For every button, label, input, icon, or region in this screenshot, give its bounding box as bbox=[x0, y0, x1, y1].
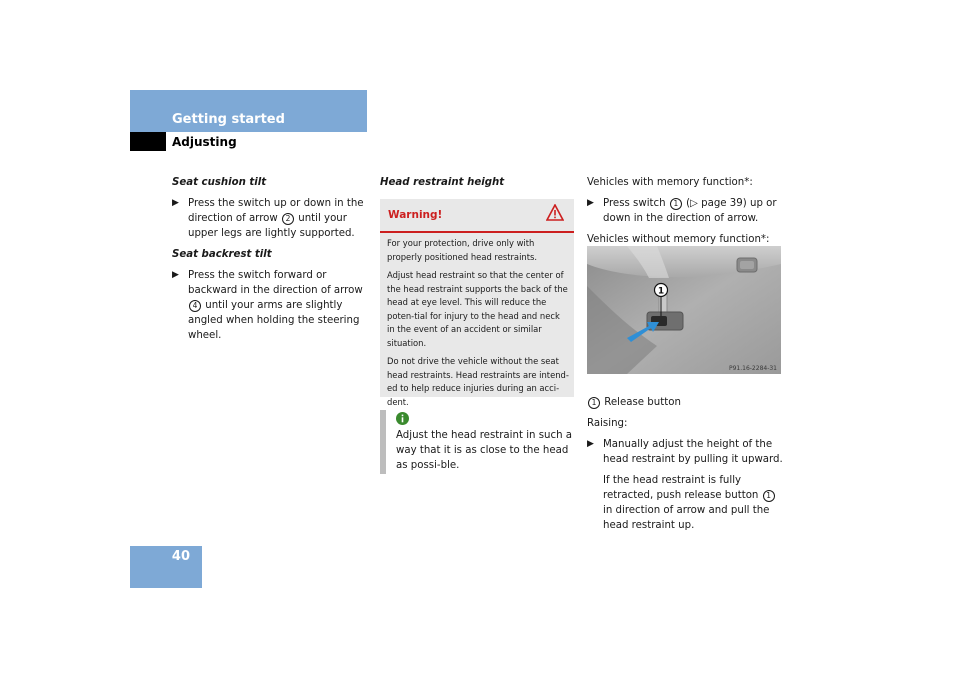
memory-heading: Vehicles with memory function*: bbox=[587, 177, 753, 188]
warning-title: Warning! bbox=[388, 209, 443, 221]
warning-paragraph: For your protection, drive only with properly positioned head restraints. bbox=[387, 238, 538, 262]
page-number: 40 bbox=[171, 549, 190, 564]
photo-code: P91.16-2284-31 bbox=[728, 365, 777, 372]
section-subtitle: Adjusting bbox=[172, 135, 237, 149]
bullet-arrow-icon: ▶ bbox=[587, 198, 594, 208]
release-button-caption: 1 Release button bbox=[587, 395, 787, 410]
warning-paragraph: Adjust head restraint so that the center of the head restraint supports the back of the head at eye level. This will reduce the poten-tial for injury to the head and neck in the event of an accident or similar situation. bbox=[387, 270, 568, 348]
head-restraint-illustration bbox=[587, 246, 781, 374]
info-bar bbox=[380, 410, 386, 474]
warning-triangle-icon bbox=[546, 204, 564, 221]
column-left bbox=[172, 175, 367, 349]
bullet-arrow-icon: ▶ bbox=[587, 439, 594, 449]
callout-number: 4 bbox=[189, 300, 201, 312]
seat-cushion-heading: Seat cushion tilt bbox=[172, 177, 267, 188]
head-restraint-heading: Head restraint height bbox=[380, 177, 505, 188]
page-number-box bbox=[130, 546, 202, 588]
bullet-arrow-icon: ▶ bbox=[172, 198, 179, 208]
info-icon bbox=[396, 412, 409, 425]
raising-label: Raising: bbox=[587, 418, 628, 429]
warning-paragraph: Do not drive the vehicle without the seat head restraints. Head restraints are intend-ed to help reduce injuries during an acci-dent. bbox=[387, 356, 569, 407]
cushion-instruction: ▶ Press the switch up or down in the direction of arrow 2 until your upper legs are lightly supported. bbox=[172, 198, 364, 239]
info-text: Adjust the head restraint in such a way that it is as close to the head as possi-ble. bbox=[396, 430, 573, 471]
header-marker bbox=[130, 132, 166, 151]
backrest-instruction: ▶ Press the switch forward or backward in the direction of arrow 4 until your arms are slightly angled when holding the steering wheel. bbox=[172, 270, 363, 341]
seat-backrest-heading: Seat backrest tilt bbox=[172, 249, 272, 260]
memory-instruction: ▶ Press switch 1 (▷ page 39) up or down in the direction of arrow. bbox=[587, 198, 777, 224]
warning-body bbox=[387, 237, 569, 414]
callout-number: 1 bbox=[763, 490, 775, 502]
column-middle bbox=[380, 175, 574, 196]
callout-number: 2 bbox=[282, 213, 294, 225]
warning-box bbox=[380, 199, 574, 407]
callout-number: 1 bbox=[670, 198, 682, 210]
section-title: Getting started bbox=[172, 112, 285, 127]
no-memory-heading: Vehicles without memory function*: bbox=[587, 234, 770, 245]
warning-header bbox=[380, 199, 574, 233]
raise-instruction: ▶ Manually adjust the height of the head restraint by pulling it upward. bbox=[587, 439, 783, 465]
callout-number: 1 bbox=[588, 397, 600, 409]
head-restraint-photo bbox=[587, 246, 781, 374]
photo-callout: 1 bbox=[657, 286, 665, 297]
bullet-arrow-icon: ▶ bbox=[172, 270, 179, 280]
retract-instruction: If the head restraint is fully retracted, push release button 1 in direction of arrow and pull the head restraint up. bbox=[587, 473, 787, 533]
